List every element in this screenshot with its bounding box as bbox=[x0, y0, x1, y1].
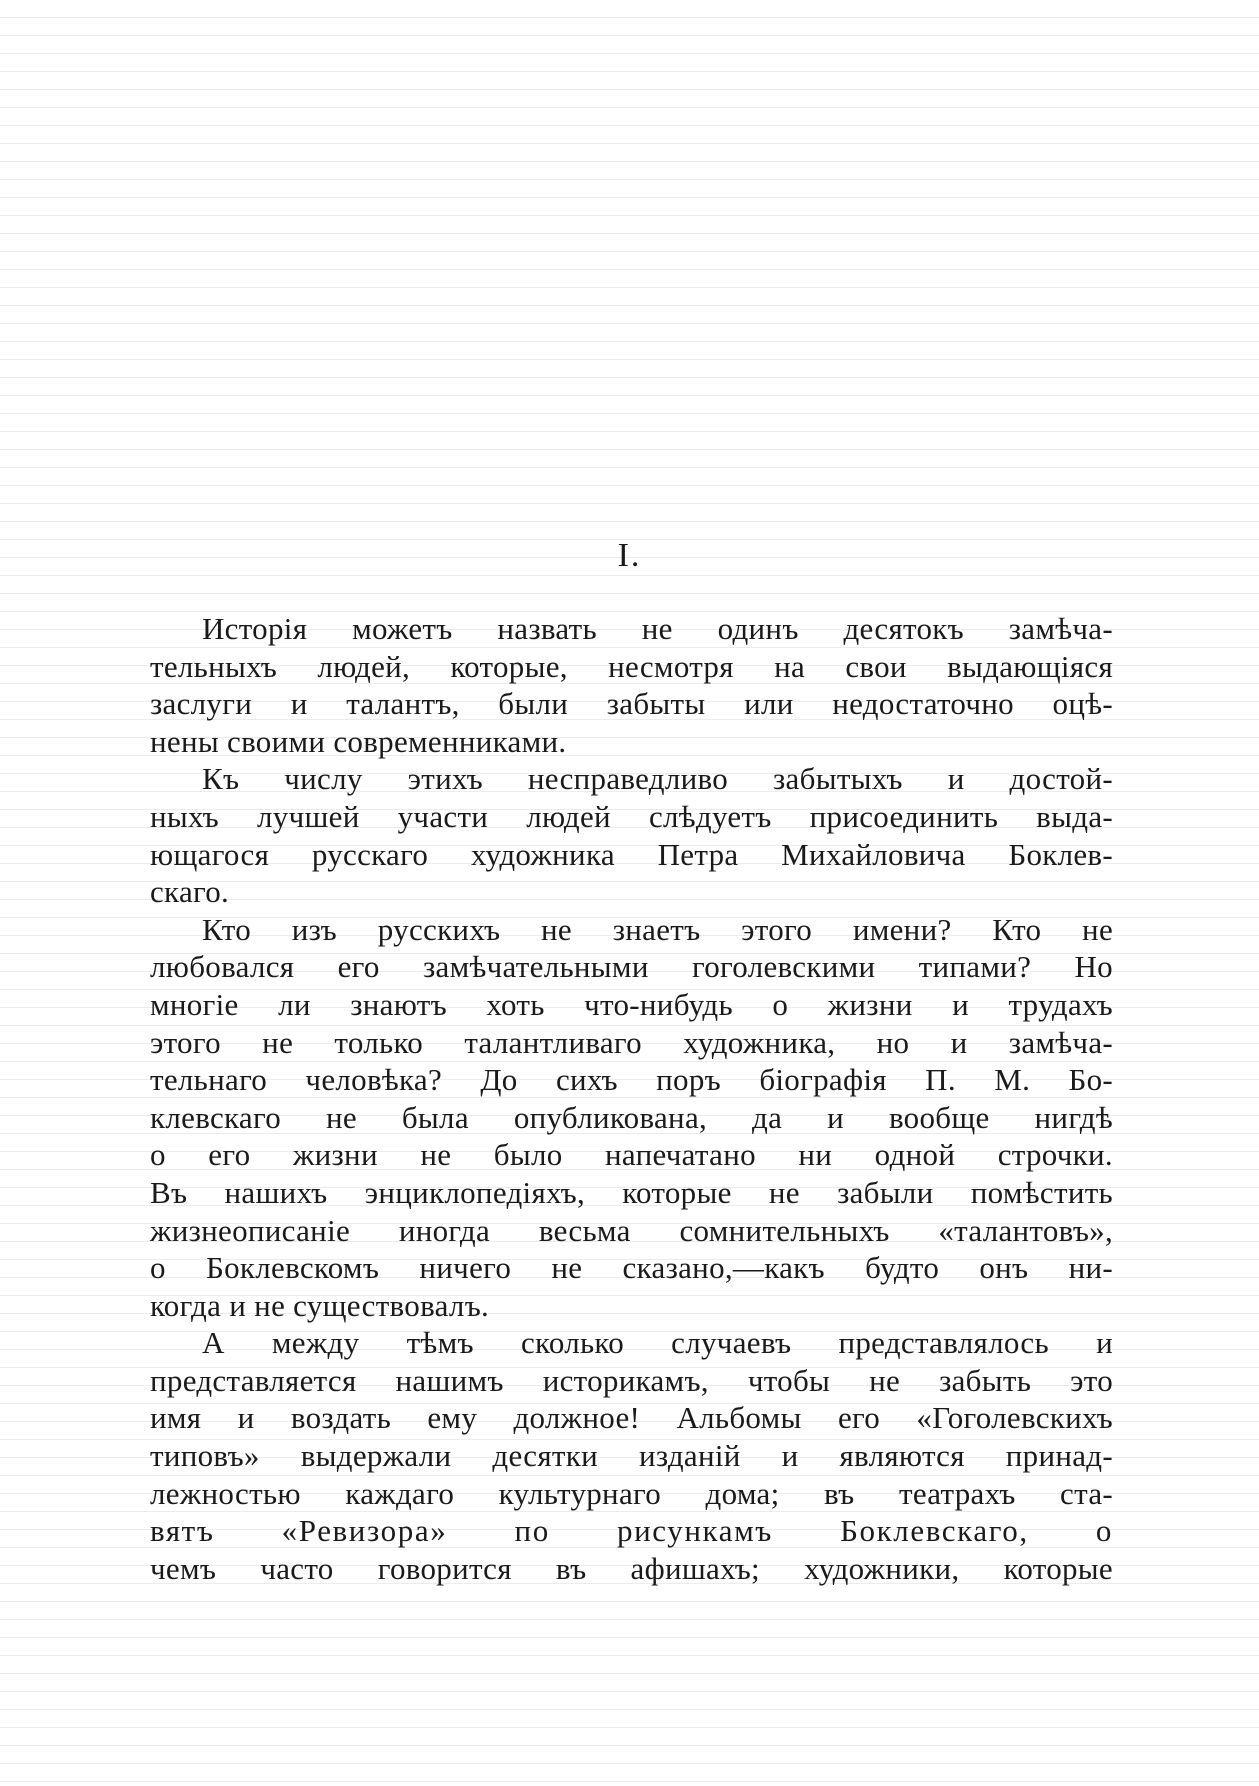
text-line: лежностью каждаго культурнаго дома; въ театрахъ ста- bbox=[150, 1475, 1113, 1511]
text-line: жизнеописаніе иногда весьма сомнительныхъ «талантовъ», bbox=[150, 1212, 1113, 1248]
text-line: любовался его замѣчательными гоголевскими типами? Но bbox=[150, 949, 1113, 985]
text-line: Въ нашихъ энциклопедіяхъ, которые не забыли помѣстить bbox=[150, 1174, 1113, 1210]
text-line: о Боклевскомъ ничего не сказано,—какъ будто онъ ни- bbox=[150, 1250, 1113, 1286]
text-line: А между тѣмъ сколько случаевъ представлялось и bbox=[202, 1325, 1113, 1361]
text-line: заслуги и талантъ, были забыты или недостаточно оцѣ- bbox=[150, 686, 1113, 722]
text-line: ющагося русскаго художника Петра Михайловича Боклев- bbox=[150, 836, 1113, 872]
text-line: типовъ» выдержали десятки изданій и являются принад- bbox=[150, 1438, 1113, 1474]
text-line: вятъ «Ревизора» по рисункамъ Боклевскаго, о bbox=[150, 1513, 1113, 1549]
text-line: имя и воздать ему должное! Альбомы его «Гоголевскихъ bbox=[150, 1400, 1113, 1436]
text-line: нены своими современниками. bbox=[150, 723, 567, 759]
text-line: Исторія можетъ назвать не одинъ десятокъ замѣча- bbox=[202, 611, 1113, 646]
text-line: клевскаго не была опубликована, да и вообще нигдѣ bbox=[150, 1099, 1113, 1135]
body-text bbox=[150, 610, 1113, 1587]
text-line: многіе ли знаютъ хоть что-нибудь о жизни и трудахъ bbox=[150, 986, 1113, 1022]
text-line: представляется нашимъ историкамъ, чтобы не забыть это bbox=[150, 1362, 1113, 1398]
text-line: Къ числу этихъ несправедливо забытыхъ и достой- bbox=[202, 761, 1113, 797]
text-line: когда и не существовалъ. bbox=[150, 1287, 490, 1323]
text-line: Кто изъ русскихъ не знаетъ этого имени? Кто не bbox=[202, 911, 1113, 947]
text-line: скаго. bbox=[150, 874, 230, 910]
text-line: этого не только талантливаго художника, но и замѣча- bbox=[150, 1024, 1113, 1060]
text-line: тельнаго человѣка? До сихъ поръ біографія П. М. Бо- bbox=[150, 1062, 1113, 1098]
text-line: о его жизни не было напечатано ни одной строчки. bbox=[150, 1137, 1113, 1173]
text-line: чемъ часто говорится въ афишахъ; художники, которые bbox=[150, 1550, 1113, 1586]
text-line: ныхъ лучшей участи людей слѣдуетъ присоединить выда- bbox=[150, 798, 1113, 834]
chapter-number: I. bbox=[617, 537, 642, 574]
text-line: тельныхъ людей, которые, несмотря на свои выдающіяся bbox=[150, 648, 1113, 684]
